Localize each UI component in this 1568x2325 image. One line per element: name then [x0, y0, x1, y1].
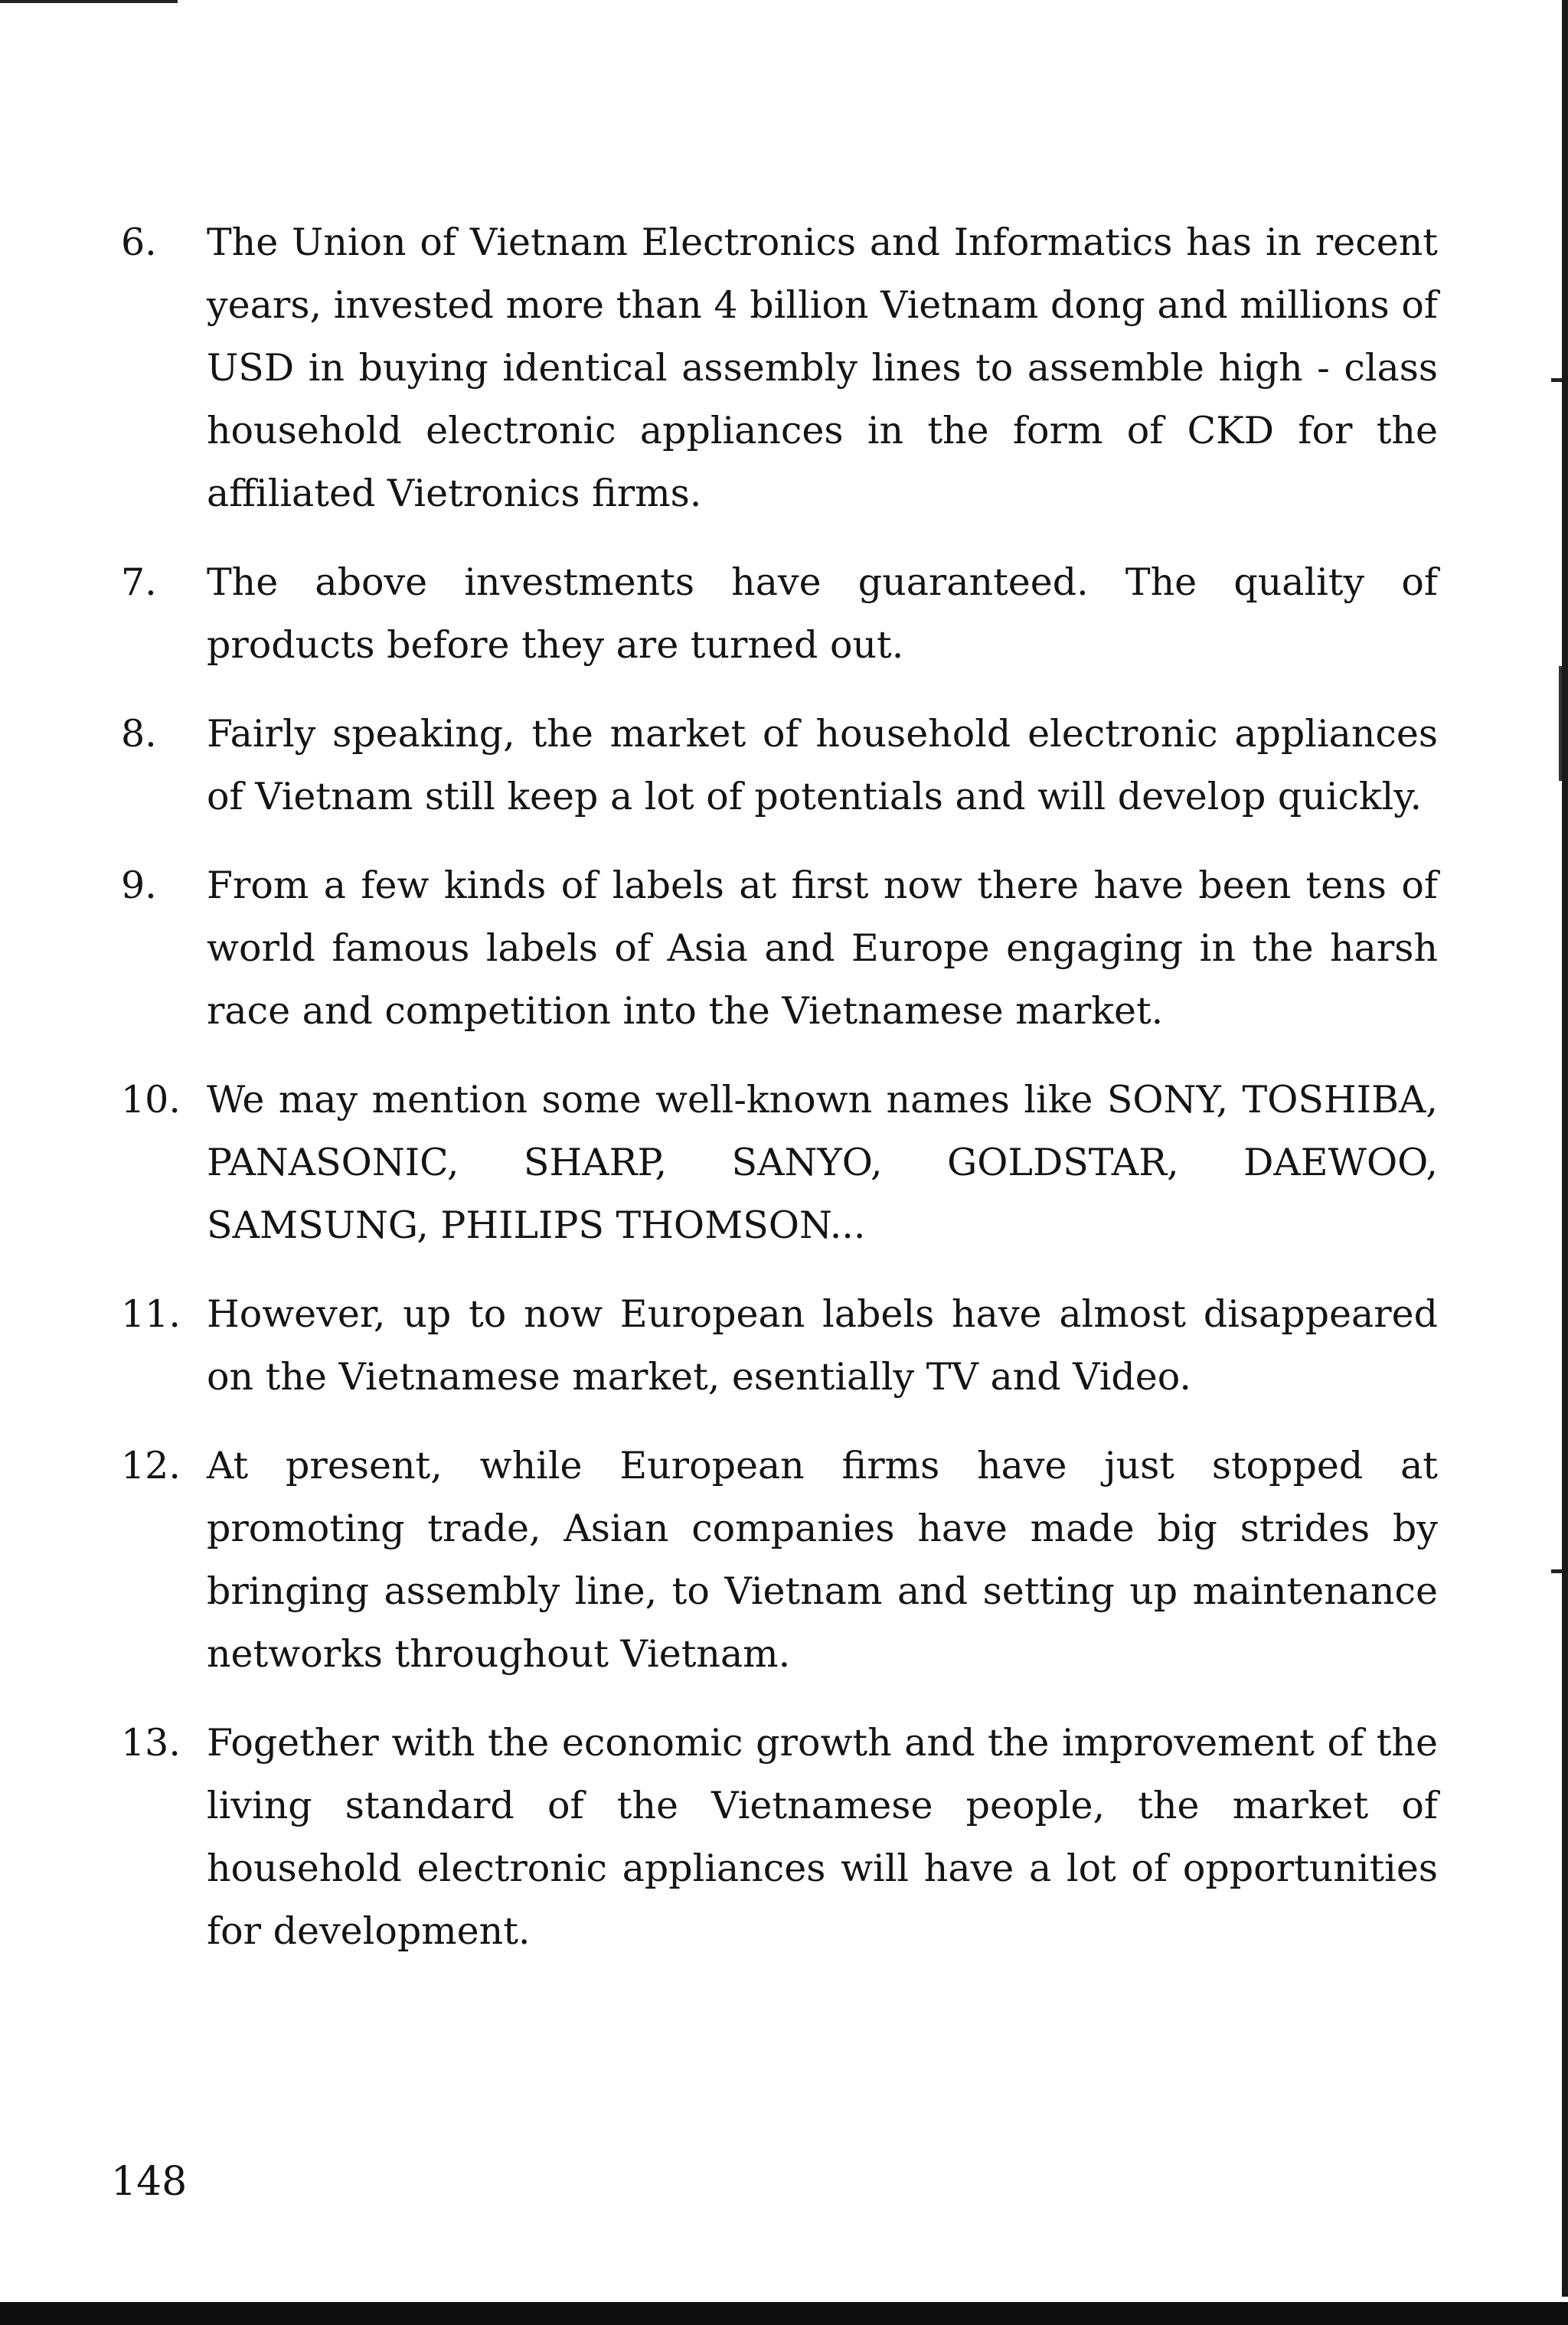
- item-text: Fogether with the economic growth and the improvement of the living standard of the Vietnamese people, the market of household electronic appliances will have a lot of opportunities for development.: [207, 1721, 1438, 1953]
- list-item: [121, 1283, 1438, 1409]
- list-item: [121, 854, 1438, 1043]
- item-text: From a few kinds of labels at first now there have been tens of world famous labels of Asia and Europe engaging in the harsh race and competition into the Vietnamese market.: [207, 864, 1438, 1033]
- list-item: [121, 1712, 1438, 1963]
- item-number: 6.: [121, 220, 157, 264]
- list-item: [121, 703, 1438, 828]
- item-number: 12.: [121, 1444, 181, 1487]
- item-text: Fairly speaking, the market of household electronic appliances of Vietnam still keep a lot of potentials and will develop quickly.: [207, 712, 1438, 818]
- item-number: 7.: [121, 560, 157, 604]
- numbered-list: [121, 211, 1438, 1989]
- item-text: We may mention some well-known names like SONY, TOSHIBA, PANASONIC, SHARP, SANYO, GOLDSTAR, DAEWOO, SAMSUNG, PHILIPS THOMSON...: [207, 1078, 1438, 1247]
- item-text: However, up to now European labels have almost disappeared on the Vietnamese market, esentially TV and Video.: [207, 1292, 1438, 1399]
- item-number: 9.: [121, 864, 157, 907]
- item-number: 13.: [121, 1721, 181, 1765]
- list-item: [121, 551, 1438, 677]
- scan-right-mark: [1559, 666, 1562, 781]
- item-text: The Union of Vietnam Electronics and Informatics has in recent years, invested more than 4 billion Vietnam dong and millions of USD in buying identical assembly lines to assemble high - class household electronic appliances in the form of CKD for the affiliated Vietronics firms.: [207, 220, 1438, 515]
- list-item: [121, 1069, 1438, 1257]
- scan-right-tick: [1551, 378, 1562, 382]
- scan-bottom-bar: [0, 2302, 1568, 2325]
- page-number: 148: [111, 2159, 188, 2205]
- scan-right-tick: [1551, 1569, 1562, 1573]
- scan-top-rule: [0, 0, 178, 3]
- item-number: 8.: [121, 712, 157, 756]
- scan-right-edge: [1562, 0, 1568, 2297]
- list-item: [121, 211, 1438, 525]
- item-number: 11.: [121, 1292, 181, 1336]
- item-text: At present, while European firms have just stopped at promoting trade, Asian companies have made big strides by bringing assembly line, to Vietnam and setting up maintenance networks throughout Vietnam.: [207, 1444, 1438, 1676]
- item-text: The above investments have guaranteed. The quality of products before they are turned out.: [207, 560, 1438, 667]
- list-item: [121, 1435, 1438, 1686]
- item-number: 10.: [121, 1078, 181, 1122]
